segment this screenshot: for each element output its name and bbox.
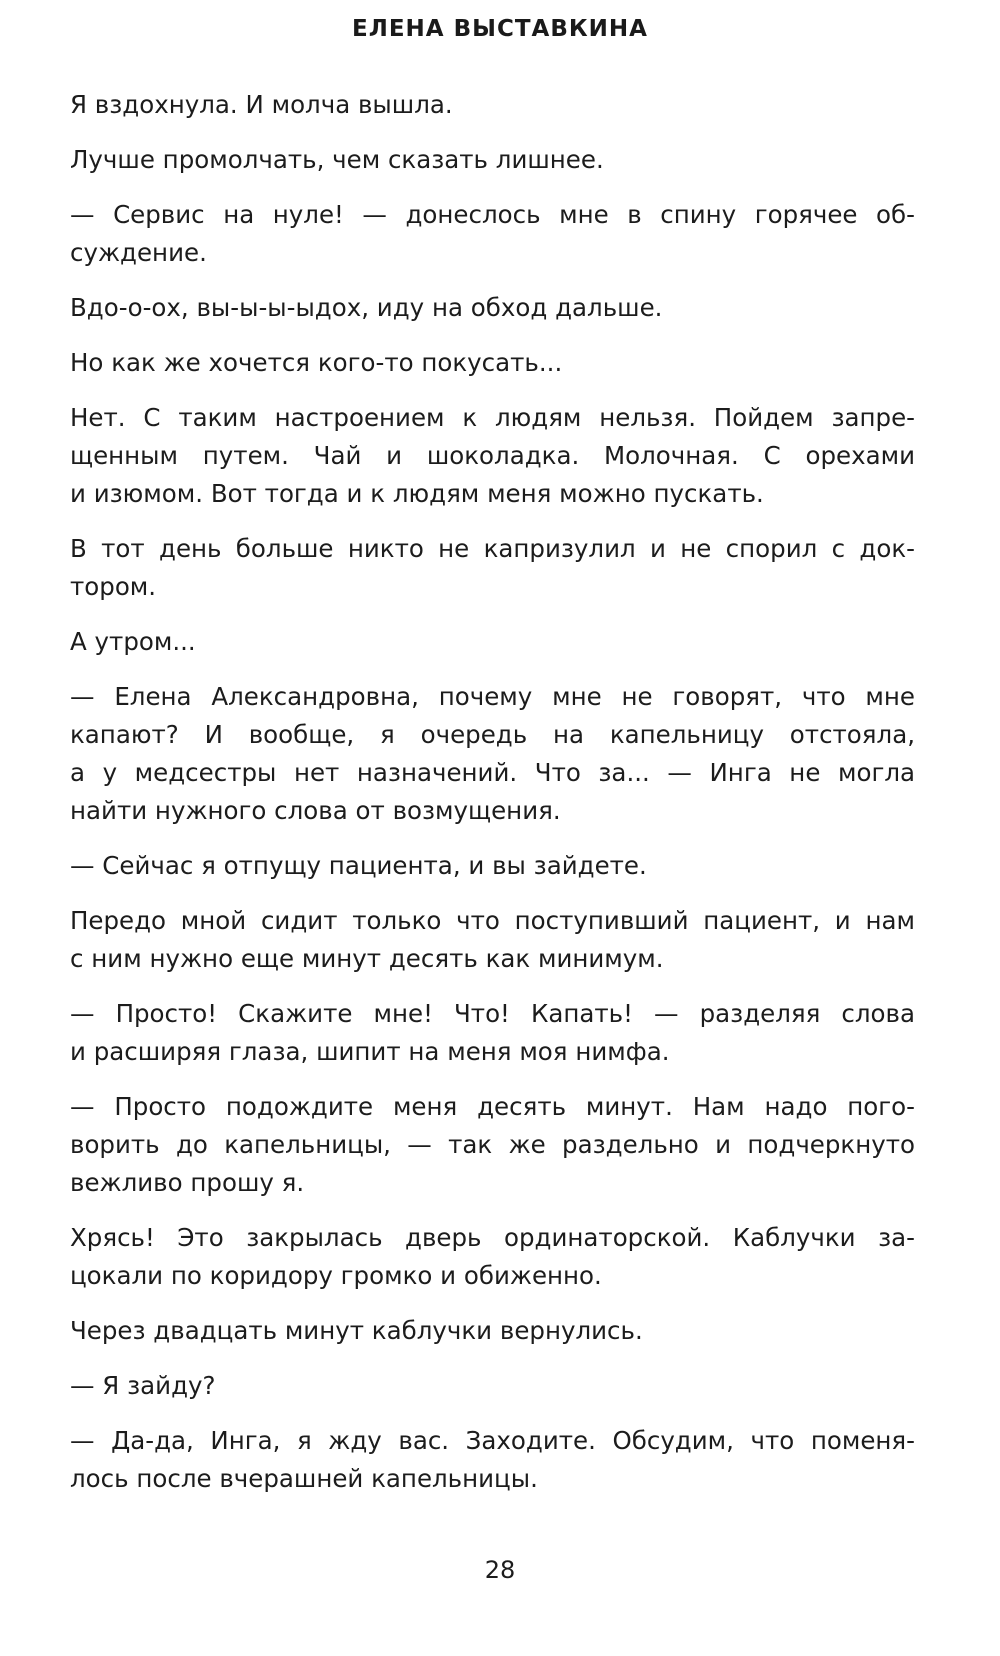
paragraph — [70, 86, 915, 124]
text-line: Передо мной сидит только что поступивший пациент, и нам — [70, 906, 915, 935]
text-line: цокали по коридору громко и обиженно. — [70, 1261, 602, 1290]
paragraph — [70, 344, 915, 382]
text-line: В тот день больше никто не капризулил и не спорил с док- — [70, 534, 915, 563]
body-text — [70, 86, 915, 1515]
paragraph — [70, 289, 915, 327]
paragraph — [70, 196, 915, 272]
text-line: — Да-да, Инга, я жду вас. Заходите. Обсудим, что поменя- — [70, 1426, 915, 1455]
text-line: — Просто подождите меня десять минут. Нам надо пого- — [70, 1092, 915, 1121]
paragraph — [70, 1088, 915, 1202]
paragraph — [70, 678, 915, 830]
text-line: Через двадцать минут каблучки вернулись. — [70, 1316, 643, 1345]
paragraph — [70, 399, 915, 513]
text-line: суждение. — [70, 238, 207, 267]
page-number: 28 — [484, 1556, 516, 1584]
text-line: Я вздохнула. И молча вышла. — [70, 90, 453, 119]
text-line: Вдо-о-ох, вы-ы-ы-ыдох, иду на обход дальше. — [70, 293, 663, 322]
text-line: А утром... — [70, 627, 196, 656]
text-line: — Просто! Скажите мне! Что! Капать! — разделяя слова — [70, 999, 915, 1028]
text-line: Нет. С таким настроением к людям нельзя. Пойдем запре- — [70, 403, 915, 432]
text-line: тором. — [70, 572, 157, 601]
text-line: и расширяя глаза, шипит на меня моя нимфа. — [70, 1037, 670, 1066]
text-line: вежливо прошу я. — [70, 1168, 305, 1197]
text-line: щенным путем. Чай и шоколадка. Молочная. С орехами — [70, 441, 915, 470]
text-line: Лучше промолчать, чем сказать лишнее. — [70, 145, 604, 174]
paragraph — [70, 530, 915, 606]
paragraph — [70, 1219, 915, 1295]
text-line: и изюмом. Вот тогда и к людям меня можно пускать. — [70, 479, 764, 508]
text-line: — Елена Александровна, почему мне не говорят, что мне — [70, 682, 915, 711]
paragraph — [70, 995, 915, 1071]
text-line: найти нужного слова от возмущения. — [70, 796, 561, 825]
text-line: с ним нужно еще минут десять как минимум. — [70, 944, 664, 973]
paragraph — [70, 141, 915, 179]
text-line: ворить до капельницы, — так же раздельно и подчеркнуто — [70, 1130, 915, 1159]
text-line: а у медсестры нет назначений. Что за... — Инга не могла — [70, 758, 915, 787]
paragraph — [70, 902, 915, 978]
paragraph — [70, 1367, 915, 1405]
text-line: — Сервис на нуле! — донеслось мне в спину горячее об- — [70, 200, 915, 229]
text-line: лось после вчерашней капельницы. — [70, 1464, 538, 1493]
text-line: Но как же хочется кого-то покусать... — [70, 348, 563, 377]
paragraph — [70, 1312, 915, 1350]
text-line: — Сейчас я отпущу пациента, и вы зайдете. — [70, 851, 647, 880]
running-head-author: ЕЛЕНА ВЫСТАВКИНА — [352, 16, 648, 42]
paragraph — [70, 847, 915, 885]
paragraph — [70, 1422, 915, 1498]
paragraph — [70, 623, 915, 661]
text-line: Хрясь! Это закрылась дверь ординаторской. Каблучки за- — [70, 1223, 915, 1252]
text-line: капают? И вообще, я очередь на капельницу отстояла, — [70, 720, 915, 749]
text-line: — Я зайду? — [70, 1371, 216, 1400]
